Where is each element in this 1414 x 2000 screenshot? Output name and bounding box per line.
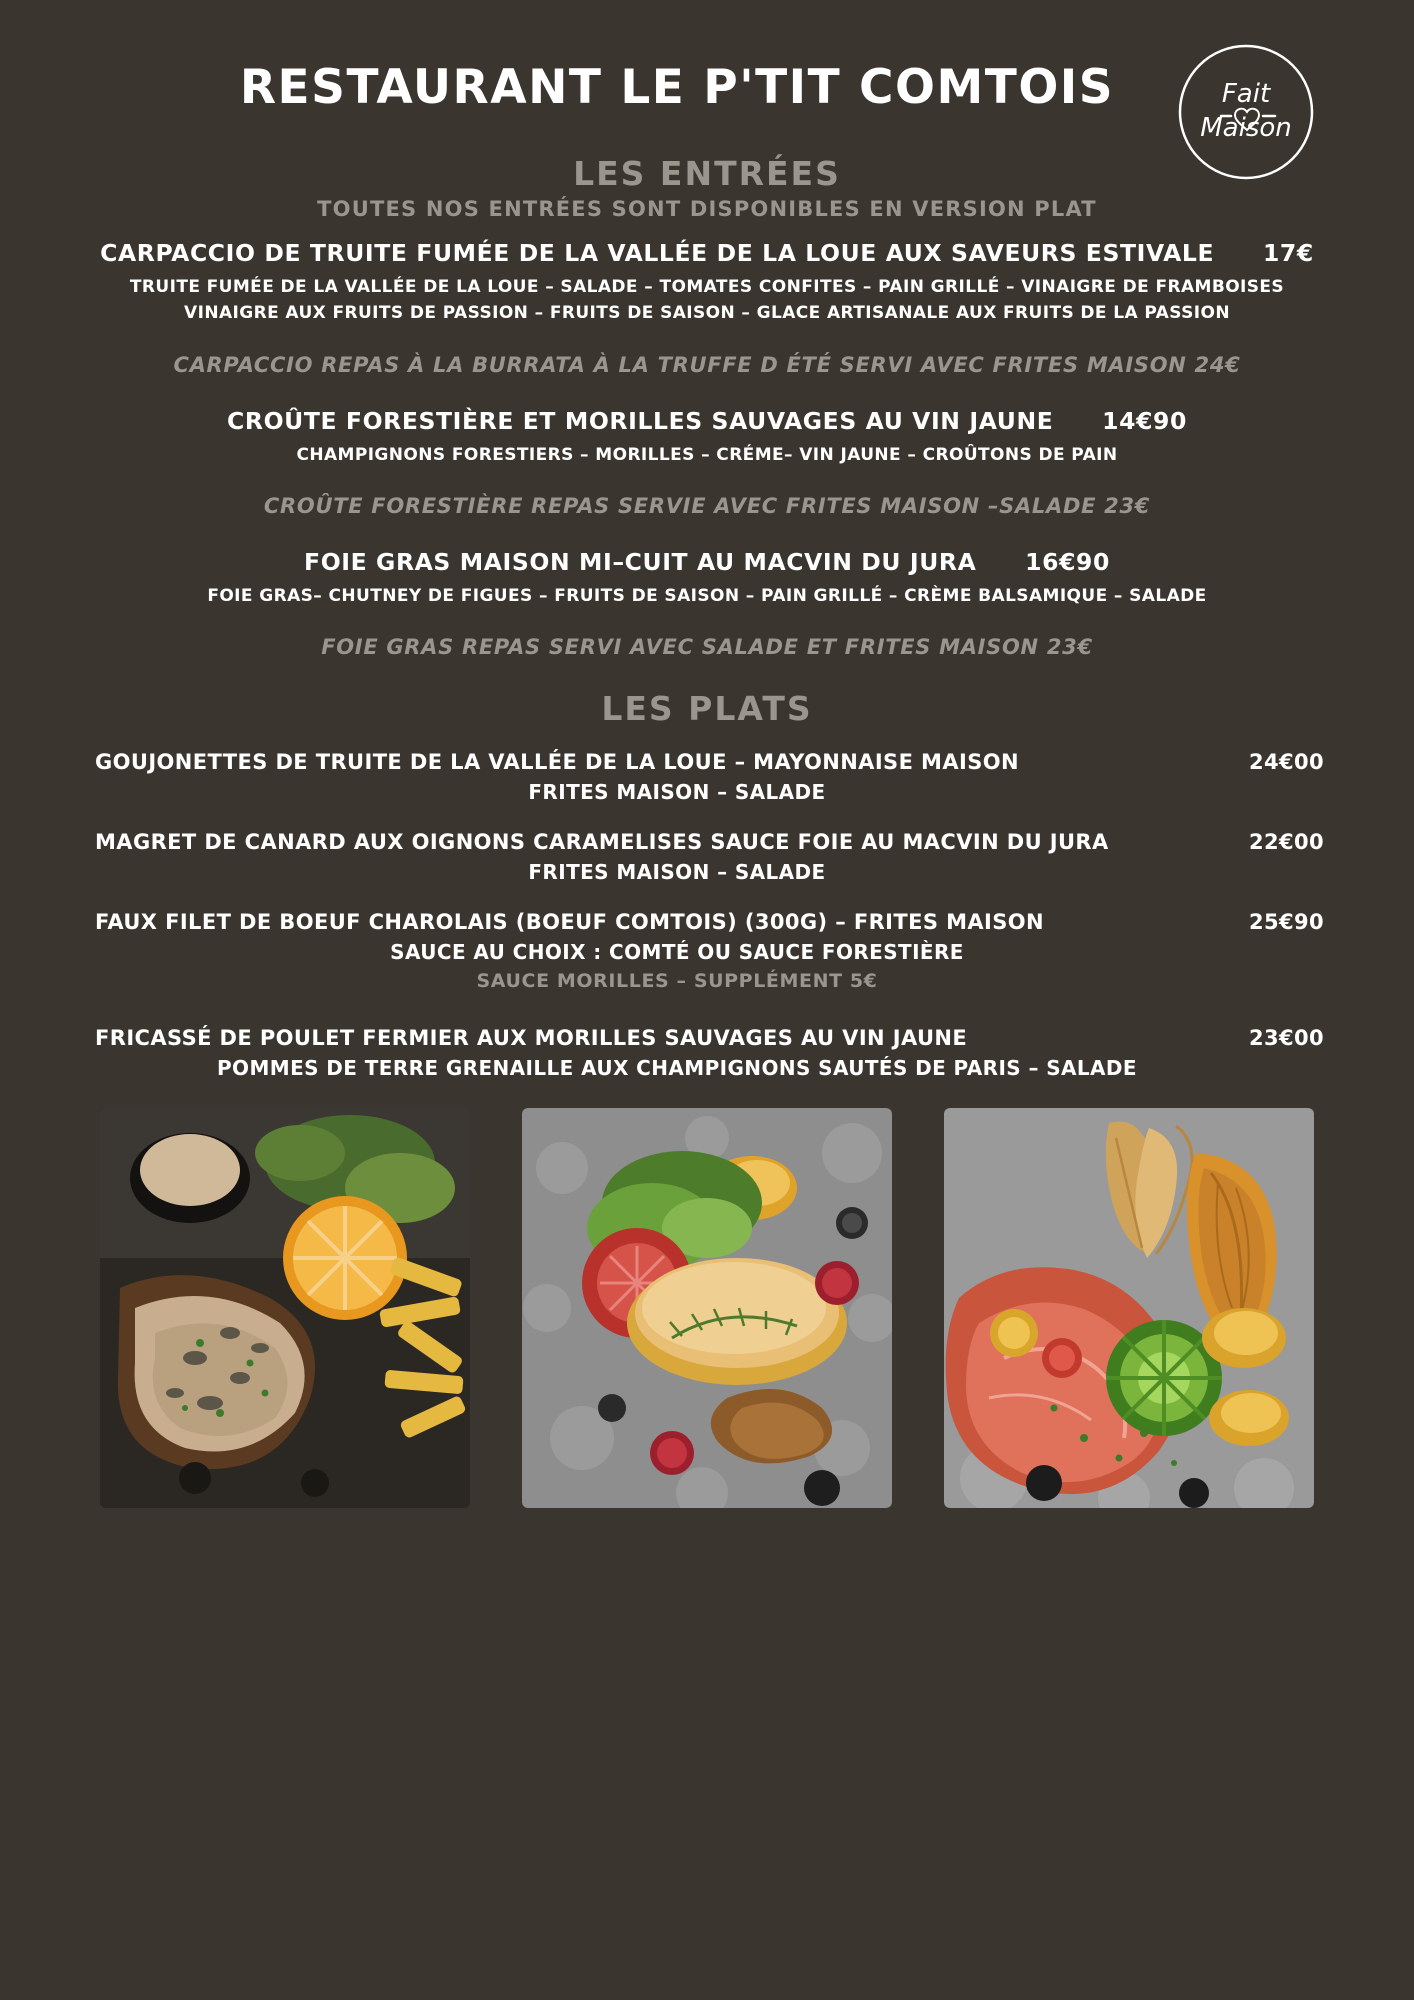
menu-item [40,407,1374,468]
section-plats [40,689,1374,1080]
entree-name: CARPACCIO DE TRUITE FUMÉE DE LA VALLÉE DE LA LOUE AUX SAVEURS ESTIVALE [100,239,1215,267]
plat-name: MAGRET DE CANARD AUX OIGNONS CARAMELISES SAUCE FOIE AU MACVIN DU JURA [95,830,1109,855]
entree-repas-option: CARPACCIO REPAS À LA BURRATA À LA TRUFFE D ÉTÉ SERVI AVEC FRITES MAISON 24€ [173,352,1241,377]
entree-repas-option: CROÛTE FORESTIÈRE REPAS SERVIE AVEC FRITES MAISON –SALADE 23€ [263,494,1151,519]
section-title-entrees: LES ENTRÉES [573,154,841,193]
plat-row [40,910,1374,934]
menu-item [40,1026,1374,1080]
plat-description: FRITES MAISON – SALADE [528,860,826,885]
photo-meat-with-sauce-and-fries [100,1108,470,1508]
entree-name: FOIE GRAS MAISON MI–CUIT AU MACVIN DU JURA [304,548,977,577]
entree-price: 14€90 [1102,406,1187,435]
fait-maison-logo [1159,40,1334,200]
plat-supplement-note: SAUCE MORILLES – SUPPLÉMENT 5€ [476,970,878,993]
entree-description-line: VINAIGRE AUX FRUITS DE PASSION – FRUITS DE SAISON – GLACE ARTISANALE AUX FRUITS DE LA PASSION [184,303,1230,324]
menu-item [40,910,1374,992]
menu-item [40,830,1374,884]
plat-row [40,1026,1374,1050]
plat-price: 23€00 [1248,1026,1324,1051]
menu-item [40,750,1374,804]
plat-row [40,750,1374,774]
plat-price: 24€00 [1248,750,1324,775]
photo-trout-carpaccio [944,1108,1314,1508]
entree-price: 16€90 [1025,548,1110,577]
plat-name: FAUX FILET DE BOEUF CHAROLAIS (BOEUF COMTOIS) (300G) – FRITES MAISON [95,910,1044,935]
section-title-plats: LES PLATS [601,689,813,729]
plat-price: 22€00 [1248,830,1324,855]
plat-description: FRITES MAISON – SALADE [528,780,826,805]
entree-description-line: FOIE GRAS– CHUTNEY DE FIGUES – FRUITS DE SAISON – PAIN GRILLÉ – CRÈME BALSAMIQUE – SALADE [207,586,1207,607]
svg-text:Maison: Maison [1200,113,1292,143]
plat-row [40,830,1374,854]
photo-foie-gras-plate [522,1108,892,1508]
entree-repas-option: FOIE GRAS REPAS SERVI AVEC SALADE ET FRITES MAISON 23€ [321,635,1093,660]
entree-price: 17€ [1262,239,1314,267]
entree-headline [40,407,1374,435]
entree-headline [40,239,1374,267]
photo-gallery [40,1108,1374,1508]
menu-item [40,548,1374,609]
menu-header [40,30,1374,143]
menu-item [40,239,1374,327]
entree-description-line: CHAMPIGNONS FORESTIERS – MORILLES – CRÉME– VIN JAUNE – CROÛTONS DE PAIN [296,444,1118,465]
entree-description-line: TRUITE FUMÉE DE LA VALLÉE DE LA LOUE – SALADE – TOMATES CONFITES – PAIN GRILLÉ – VINAIGRE DE FRAMBOISES [129,277,1285,297]
section-subtitle-entrees: TOUTES NOS ENTRÉES SONT DISPONIBLES EN VERSION PLAT [317,197,1097,221]
plat-description: POMMES DE TERRE GRENAILLE AUX CHAMPIGNONS SAUTÉS DE PARIS – SALADE [217,1056,1137,1081]
page-title: RESTAURANT LE P'TIT COMTOIS [239,60,1115,115]
svg-text:Fait: Fait [1221,79,1271,109]
entree-headline [40,548,1374,576]
plat-price: 25€90 [1248,910,1324,935]
plat-name: FRICASSÉ DE POULET FERMIER AUX MORILLES SAUVAGES AU VIN JAUNE [95,1026,968,1051]
plat-name: GOUJONETTES DE TRUITE DE LA VALLÉE DE LA LOUE – MAYONNAISE MAISON [95,750,1019,775]
plat-description: SAUCE AU CHOIX : COMTÉ OU SAUCE FORESTIÈRE [390,940,964,965]
entree-name: CROÛTE FORESTIÈRE ET MORILLES SAUVAGES AU VIN JAUNE [227,406,1054,435]
section-entrees [40,154,1374,659]
